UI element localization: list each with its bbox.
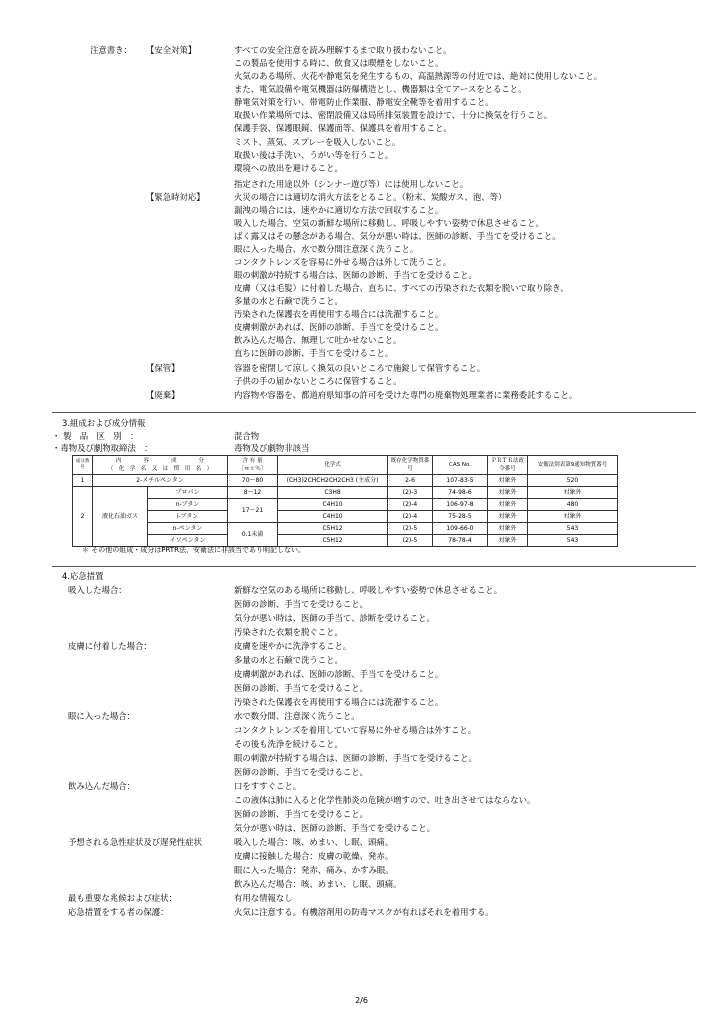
cell-prtr: 対象外 [488,499,528,511]
ingestion-line: 気分が悪い時は、医師の診断、手当てを受けること。 [234,823,435,833]
composition-note: ＊ その他の組成・成分はPRTR法、安衛法に非該当であり明記しない。 [82,546,305,554]
cell-existing: (2)-3 [388,487,433,499]
table-header-row [73,456,618,475]
product-category-value: 混合物 [234,431,260,441]
symptoms-line: 眼に入った場合：発赤、痛み、かすみ眼。 [234,865,394,875]
poison-law-label: ・毒物及び劇物取締法 ： [52,443,153,453]
emergency-line: 漏洩の場合には、速やかに適切な方法で回収すること。 [234,205,444,215]
col-header-name [93,456,228,475]
cell-ishl: 520 [528,475,618,487]
col-header-cas: CAS No. [433,456,488,475]
precautions-label: 注意書き： [90,45,132,55]
cell-ishl: 543 [528,523,618,535]
emergency-line: 飲み込んだ場合、無理して吐かせないこと。 [234,335,402,345]
cell-no: 2 [73,487,93,547]
cell-prtr: 対象外 [488,511,528,523]
cell-existing: 2-6 [388,475,433,487]
emergency-line: 直ちに医師の診断、手当てを受けること。 [234,348,394,358]
safety-line: 指定された用途以外（シンナー遊び等）には使用しないこと。 [234,179,469,189]
cell-ishl: 543 [528,535,618,547]
cell-sub-name: n-ブタン [148,499,228,511]
cell-cas: 75-28-5 [433,511,488,523]
safety-line: 取扱い作業場所では、密閉設備又は局所排気装置を設けて、十分に換気を行うこと。 [234,110,553,120]
cell-content: 17～21 [228,499,278,523]
cell-formula: C5H12 [278,535,388,547]
table-row [73,487,618,499]
section-4-heading: 4.応急措置 [62,571,104,581]
ingestion-line: この液体は肺に入ると化学性肺炎の危険が増すので、吐き出させてはならない。 [234,795,536,805]
symptoms-label: 予想される急性症状及び遅発性症状 [68,837,202,847]
cell-name: 2-メチルペンタン [93,475,228,487]
storage-line: 子供の手の届かないところに保管すること。 [234,376,402,386]
safety-line: 保護手袋、保護眼鏡、保護面等、保護具を着用すること。 [234,123,452,133]
safety-line: この製品を使用する時に、飲食又は喫煙をしないこと。 [234,58,444,68]
inhalation-line: 新鮮な空気のある場所に移動し、呼吸しやすい姿勢で休息させること。 [234,585,502,595]
cell-sub-name: n-ペンタン [148,523,228,535]
safety-line: また、電気設備や電気機器は防爆構造とし、機器類は全てアースをとること。 [234,84,527,94]
important-signs-line: 有用な情報なし [234,893,293,903]
col-header-name-top: 内 容 成 分 [116,458,205,464]
cell-content: 0.1未満 [228,523,278,547]
emergency-label: 【緊急時対応】 [146,192,205,202]
skin-contact-line: 医師の診断、手当てを受けること。 [234,683,368,693]
ingestion-line: 医師の診断、手当てを受けること。 [234,809,368,819]
cell-ishl: 480 [528,499,618,511]
col-header-formula: 化学式 [278,456,388,475]
cell-prtr: 対象外 [488,475,528,487]
emergency-line: 多量の水と石鹸で洗うこと。 [234,296,343,306]
safety-line: 環境への放出を避けること。 [234,163,343,173]
emergency-line: 眼の刺激が持続する場合は、医師の診断、手当てを受けること。 [234,270,477,280]
symptoms-line: 吸入した場合：咳、めまい、し眠、頭痛。 [234,837,394,847]
inhalation-line: 汚染された衣類を脱ぐこと。 [234,627,343,637]
safety-line: ミスト、蒸気、スプレーを吸入しないこと。 [234,137,401,147]
cell-ishl: 対象外 [528,487,618,499]
safety-measures-label: 【安全対策】 [146,45,197,55]
skin-contact-line: 汚染された保護衣を再使用する場合には洗濯すること。 [234,697,444,707]
cell-no: 1 [73,475,93,487]
product-category-label: ・ 製 品 区 別 ： [52,431,139,441]
cell-prtr: 対象外 [488,535,528,547]
emergency-line: 吸入した場合、空気の新鮮な場所に移動し、呼吸しやすい姿勢で休息させること。 [234,218,544,228]
section-divider [52,566,696,567]
cell-cas: 107-83-5 [433,475,488,487]
cell-formula: C4H10 [278,511,388,523]
table-row [73,499,618,511]
inhalation-line: 気分が悪い時は、医師の手当て、診断を受けること。 [234,613,435,623]
disposal-label: 【廃棄】 [146,390,180,400]
cell-formula: C4H10 [278,499,388,511]
emergency-line: 汚染された保護衣を再使用する場合には洗濯すること。 [234,309,444,319]
disposal-line: 内容物や容器を、都道府県知事の許可を受けた専門の廃棄物処理業者に業務委託すること。 [234,390,578,400]
cell-ishl: 対象外 [528,511,618,523]
cell-prtr: 対象外 [488,487,528,499]
skin-contact-line: 皮膚刺激があれば、医師の診断、手当てを受けること。 [234,669,444,679]
eye-contact-line: その後も洗浄を続けること。 [234,739,343,749]
cell-formula: C3H8 [278,487,388,499]
safety-line: すべての安全注意を読み理解するまで取り扱わないこと。 [234,45,452,55]
col-header-existing: 既存化学物質番号 [388,456,433,475]
responder-protection-line: 火気に注意する。有機溶剤用の防毒マスクが有ればそれを着用する。 [234,907,494,917]
col-header-content-top: 含 有 量 [242,458,263,464]
emergency-line: 皮膚（又は毛髪）に付着した場合、直ちに、すべての汚染された衣類を脱いで取り除き、 [234,283,569,293]
col-header-no: 成分番号 [73,456,93,475]
ingestion-line: 口をすすぐこと。 [234,781,302,791]
eye-contact-line: コンタクトレンズを着用していて容易に外せる場合は外すこと。 [234,725,477,735]
safety-line: 取扱い後は手洗い、うがい等を行うこと。 [234,150,394,160]
col-header-content [228,456,278,475]
table-row [73,523,618,535]
cell-cas: 78-78-4 [433,535,488,547]
cell-cas: 106-97-8 [433,499,488,511]
storage-line: 容器を密閉して涼しく換気の良いところで施錠して保管すること。 [234,363,486,373]
eye-contact-label: 眼に入った場合： [68,711,135,721]
emergency-line: 眼に入った場合、水で数分間注意深く洗うこと。 [234,244,419,254]
emergency-line: 火災の場合には適切な消火方法をとること。（粉末、炭酸ガス、泡、等） [234,192,507,202]
cell-formula: (CH3)2CHCH2CH2CH3 (主成分) [278,475,388,487]
cell-group-name: 液化石油ガス [93,487,148,547]
cell-content: 8～12 [228,487,278,499]
cell-prtr: 対象外 [488,523,528,535]
important-signs-label: 最も重要な兆候および症状： [68,893,177,903]
responder-protection-label: 応急措置をする者の保護： [68,907,169,917]
cell-cas: 74-98-6 [433,487,488,499]
col-header-ishl: 安衛法別表第9通知物質番号 [528,456,618,475]
cell-sub-name: プロパン [148,487,228,499]
inhalation-label: 吸入した場合： [68,585,127,595]
eye-contact-line: 眼の刺激が持続する場合は、医師の診断、手当てを受けること。 [234,753,477,763]
cell-existing: (2)-4 [388,511,433,523]
symptoms-line: 皮膚に接触した場合：皮膚の乾燥、発赤。 [234,851,394,861]
emergency-line: 皮膚刺激があれば、医師の診断、手当てを受けること。 [234,322,444,332]
composition-table [72,455,618,547]
cell-existing: (2)-5 [388,535,433,547]
skin-contact-line: 皮膚を速やかに洗浄すること。 [234,641,352,651]
cell-sub-name: イソペンタン [148,535,228,547]
poison-law-value: 毒物及び劇物非該当 [234,443,310,453]
eye-contact-line: 水で数分間、注意深く洗うこと。 [234,711,360,721]
safety-line: 火気のある場所、火花や静電気を発生するもの、高温熱源等の付近では、絶対に使用しないこと。 [234,71,603,81]
skin-contact-line: 多量の水と石鹸で洗うこと。 [234,655,343,665]
inhalation-line: 医師の診断、手当てを受けること。 [234,599,368,609]
table-row [73,511,618,523]
section-divider [52,412,696,413]
cell-content: 70～80 [228,475,278,487]
eye-contact-line: 医師の診断、手当てを受けること。 [234,767,368,777]
col-header-content-bottom: ［ｗｔ％］ [238,466,267,472]
page-number: 2/6 [355,996,368,1005]
cell-existing: (2)-4 [388,499,433,511]
emergency-line: コンタクトレンズを容易に外せる場合は外して洗うこと。 [234,257,451,267]
col-header-name-bottom: （ 化 学 名 又 は 慣 用 名 ） [107,466,213,472]
table-row [73,475,618,487]
col-header-prtr: ＰＲＴＲ法政令番号 [488,456,528,475]
cell-existing: (2)-5 [388,523,433,535]
section-3-heading: 3.組成および成分情報 [62,418,146,428]
safety-line: 静電気対策を行い、帯電防止作業服、静電安全靴等を着用すること。 [234,97,494,107]
storage-label: 【保管】 [146,363,180,373]
ingestion-label: 飲み込んだ場合： [68,781,135,791]
cell-formula: C5H12 [278,523,388,535]
emergency-line: ばく露又はその懸念がある場合、気分が悪い時は、医師の診断、手当てを受けること。 [234,231,561,241]
cell-sub-name: i-ブタン [148,511,228,523]
symptoms-line: 飲み込んだ場合：咳、めまい、し眠、頭痛。 [234,879,402,889]
cell-cas: 109-66-0 [433,523,488,535]
skin-contact-label: 皮膚に付着した場合： [68,641,152,651]
